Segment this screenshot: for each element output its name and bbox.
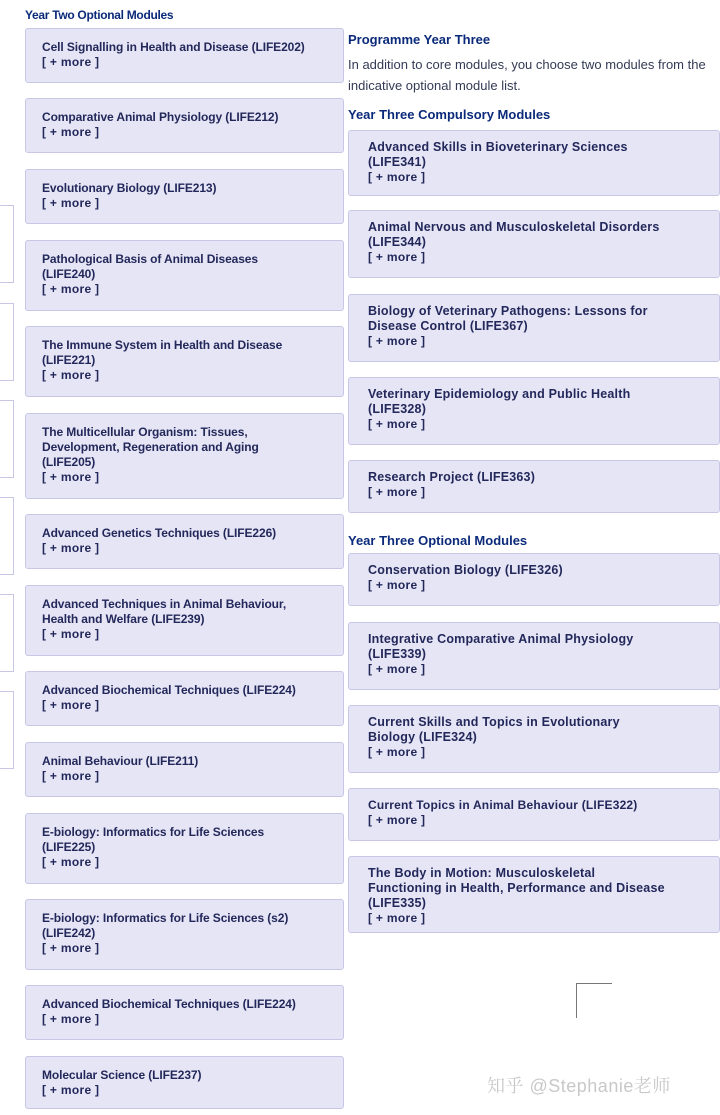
module-card[interactable] (348, 294, 720, 362)
module-title: Animal Behaviour (LIFE211) (42, 754, 199, 768)
module-card[interactable] (348, 788, 720, 841)
more-link[interactable]: [ + more ] (368, 170, 426, 184)
more-link[interactable]: [ + more ] (42, 627, 100, 641)
more-link[interactable]: [ + more ] (42, 769, 100, 783)
module-card[interactable] (25, 326, 344, 397)
offscreen-tab (0, 691, 14, 769)
more-link[interactable]: [ + more ] (368, 662, 426, 676)
module-title: Cell Signalling in Health and Disease (LIFE202) (42, 40, 305, 54)
module-card[interactable] (348, 210, 720, 278)
module-title: Advanced Biochemical Techniques (LIFE224) (42, 683, 296, 697)
module-card[interactable] (348, 377, 720, 445)
more-link[interactable]: [ + more ] (42, 1083, 100, 1097)
offscreen-tab (0, 303, 14, 381)
more-link[interactable]: [ + more ] (42, 855, 100, 869)
more-link[interactable]: [ + more ] (368, 250, 426, 264)
offscreen-tab (0, 205, 14, 283)
module-card[interactable] (348, 705, 720, 773)
year-three-compulsory-heading: Year Three Compulsory Modules (348, 107, 551, 122)
module-title: Advanced Biochemical Techniques (LIFE224) (42, 997, 296, 1011)
module-title: E-biology: Informatics for Life Sciences (s2) (LIFE242) (42, 911, 289, 940)
more-link[interactable]: [ + more ] (42, 541, 100, 555)
module-title: The Multicellular Organism: Tissues, Development, Regeneration and Aging (LIFE205) (42, 425, 259, 469)
module-title: Research Project (LIFE363) (368, 470, 536, 484)
module-card[interactable] (25, 813, 344, 884)
module-title: Integrative Comparative Animal Physiology (LIFE339) (368, 632, 634, 661)
more-link[interactable]: [ + more ] (42, 282, 100, 296)
module-card[interactable] (348, 130, 720, 196)
more-link[interactable]: [ + more ] (368, 911, 426, 925)
module-title: Current Skills and Topics in Evolutionary Biology (LIFE324) (368, 715, 620, 744)
module-title: Current Topics in Animal Behaviour (LIFE322) (368, 798, 638, 812)
more-link[interactable]: [ + more ] (42, 55, 100, 69)
more-link[interactable]: [ + more ] (368, 578, 426, 592)
offscreen-tab (0, 497, 14, 575)
year-three-optional-heading: Year Three Optional Modules (348, 533, 528, 548)
more-link[interactable]: [ + more ] (42, 1012, 100, 1026)
module-title: Advanced Skills in Bioveterinary Sciences (LIFE341) (368, 140, 628, 169)
more-link[interactable]: [ + more ] (42, 368, 100, 382)
module-card[interactable] (25, 585, 344, 656)
module-title: The Body in Motion: Musculoskeletal Functioning in Health, Performance and Disease (LIFE335) (368, 866, 665, 910)
module-card[interactable] (25, 899, 344, 970)
module-card[interactable] (25, 169, 344, 224)
more-link[interactable]: [ + more ] (368, 334, 426, 348)
year-three-intro: In addition to core modules, you choose two modules from the indicative optional module list. (348, 57, 706, 93)
module-card[interactable] (348, 856, 720, 933)
more-link[interactable]: [ + more ] (42, 941, 100, 955)
module-card[interactable] (25, 98, 344, 153)
module-card[interactable] (25, 514, 344, 569)
module-title: Pathological Basis of Animal Diseases (LIFE240) (42, 252, 258, 281)
more-link[interactable]: [ + more ] (42, 470, 100, 484)
module-card[interactable] (25, 1056, 344, 1109)
module-title: Evolutionary Biology (LIFE213) (42, 181, 217, 195)
module-title: The Immune System in Health and Disease (LIFE221) (42, 338, 283, 367)
module-title: Veterinary Epidemiology and Public Health (LIFE328) (368, 387, 631, 416)
module-card[interactable] (25, 240, 344, 311)
more-link[interactable]: [ + more ] (368, 485, 426, 499)
module-card[interactable] (25, 413, 344, 499)
more-link[interactable]: [ + more ] (368, 417, 426, 431)
module-card[interactable] (25, 28, 344, 83)
programme-year-three-heading: Programme Year Three (348, 32, 491, 47)
module-title: Advanced Genetics Techniques (LIFE226) (42, 526, 277, 540)
more-link[interactable]: [ + more ] (42, 698, 100, 712)
offscreen-tab (0, 400, 14, 478)
module-title: Advanced Techniques in Animal Behaviour, Health and Welfare (LIFE239) (42, 597, 287, 626)
more-link[interactable]: [ + more ] (42, 196, 100, 210)
more-link[interactable]: [ + more ] (368, 813, 426, 827)
more-link[interactable]: [ + more ] (368, 745, 426, 759)
module-card[interactable] (25, 742, 344, 797)
more-link[interactable]: [ + more ] (42, 125, 100, 139)
module-card[interactable] (25, 671, 344, 726)
module-title: Animal Nervous and Musculoskeletal Disorders (LIFE344) (368, 220, 660, 249)
module-title: E-biology: Informatics for Life Sciences (LIFE225) (42, 825, 265, 854)
module-title: Conservation Biology (LIFE326) (368, 563, 563, 577)
crop-corner-mark (576, 983, 612, 1018)
module-card[interactable] (25, 985, 344, 1040)
module-title: Biology of Veterinary Pathogens: Lessons for Disease Control (LIFE367) (368, 304, 648, 333)
module-card[interactable] (348, 460, 720, 513)
year-two-optional-heading: Year Two Optional Modules (25, 8, 174, 22)
offscreen-tab (0, 594, 14, 672)
watermark: 知乎 @Stephanie老师 (487, 1076, 671, 1096)
module-title: Molecular Science (LIFE237) (42, 1068, 202, 1082)
module-card[interactable] (348, 553, 720, 606)
module-card[interactable] (348, 622, 720, 690)
module-title: Comparative Animal Physiology (LIFE212) (42, 110, 279, 124)
